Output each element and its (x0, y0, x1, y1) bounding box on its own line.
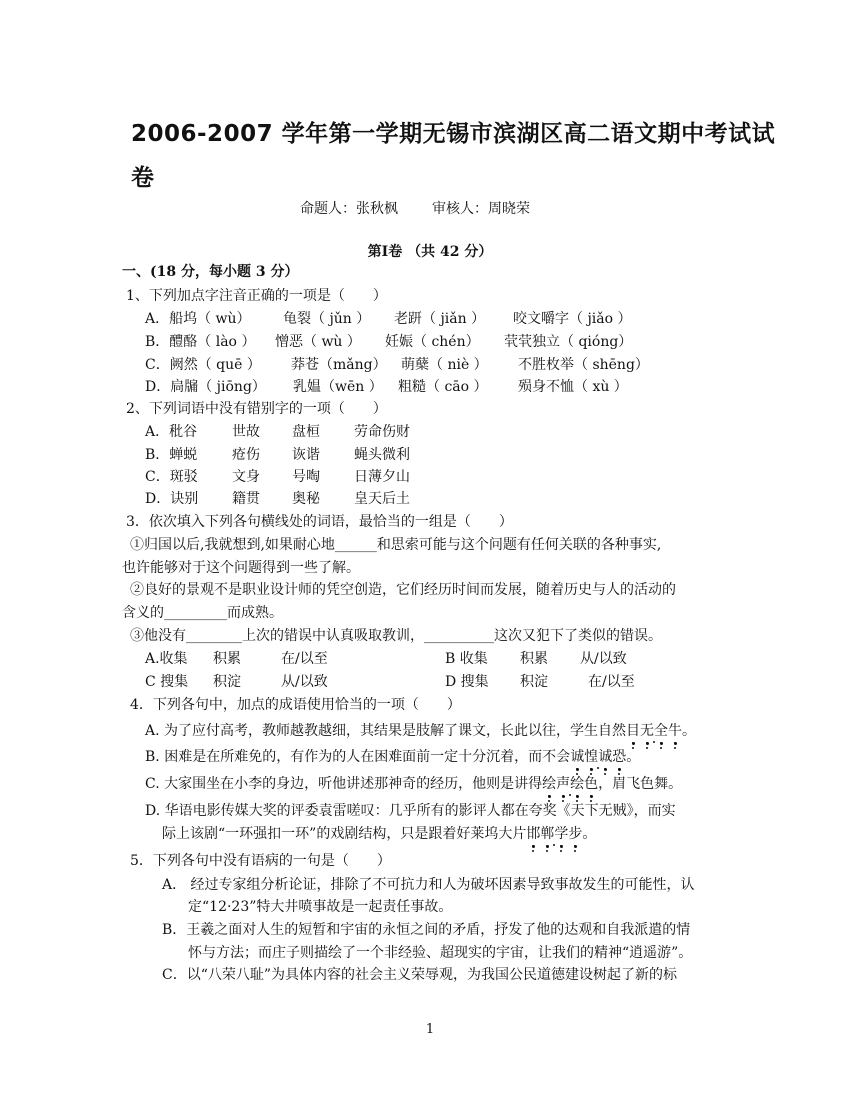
q5-stem: 5．下列各句中没有语病的一句是（ ） (130, 853, 391, 869)
q3-a-3: 在/以至 (281, 651, 328, 667)
q2-a-4: 劳命伤财 (354, 424, 410, 440)
q3-sentence2-a: ②良好的景观不是职业设计师的凭空创造，它们经历时间而发展，随着历史与人的活动的 (130, 582, 676, 598)
emphasis-dot (590, 768, 593, 771)
q2-a-2: 世故 (232, 424, 260, 440)
emphasis-dot (574, 845, 577, 848)
q2-d-4: 皇天后土 (354, 491, 410, 507)
q1-option-d (145, 378, 628, 396)
q3-sentence1-b: 也许能够对于这个问题得到一些了解。 (122, 560, 360, 576)
q2-c-4: 日薄夕山 (354, 469, 410, 485)
q4-d-text: 际上该剧“一环强扣一环”的戏剧结构，只是跟着好莱坞大片 (162, 826, 527, 842)
dotted-char: 绘 (542, 775, 556, 793)
q4-d-end: 。 (582, 826, 597, 842)
q1-b-1: B．醴酪（ lào ） (145, 334, 256, 350)
q2-a-3: 盘桓 (292, 424, 320, 440)
q1-c-1: C．阙然（ quē ） (145, 357, 261, 373)
q1-option-a (145, 310, 632, 328)
q2-d-2: 籍贯 (232, 491, 260, 507)
q3-option-c (145, 673, 328, 691)
q3-b-1: B 收集 (445, 651, 488, 667)
q2-d-1: D．诀别 (145, 491, 199, 507)
q1-b-2: 憎恶（ wù ） (275, 334, 361, 350)
emphasis-dot (576, 768, 579, 771)
q3-option-d (445, 673, 635, 691)
dotted-char: 声 (556, 775, 570, 793)
part-heading: 一、(18 分，每小题 3 分） (122, 264, 299, 280)
dotted-char: 郸 (540, 825, 554, 843)
emphasis-dot (532, 845, 535, 848)
dotted-char: 诚 (598, 748, 612, 766)
q4-b-idiom (570, 748, 626, 766)
q4-option-c (145, 775, 682, 793)
q1-c-4: 不胜枚举（ shēng） (518, 357, 649, 373)
q5-option-c-line1: C．以“八荣八耻”为具体内容的社会主义荣辱观，为我国公民道德建设树起了新的标 (162, 967, 678, 983)
q1-d-4: 殒身不恤（ xù ） (518, 379, 628, 395)
dotted-char: 惶 (584, 748, 598, 766)
q1-d-1: D．扃牖（ jiōng） (145, 379, 266, 395)
q3-option-b (445, 650, 627, 668)
q2-c-2: 文身 (232, 469, 260, 485)
q2-a-1: A．秕谷 (145, 424, 198, 440)
q4-stem: 4．下列各句中，加点的成语使用恰当的一项（ ） (130, 697, 461, 713)
q4-option-a (145, 722, 696, 740)
q3-b-3: 从/以致 (580, 651, 627, 667)
q3-a-1: A.收集 (145, 651, 188, 667)
q4-option-b (145, 748, 640, 766)
q4-d-idiom (526, 825, 582, 843)
exam-title-line2: 卷 (131, 165, 155, 191)
emphasis-dot (646, 742, 649, 745)
q1-c-2: 莽苍（mǎng） (291, 357, 387, 373)
q4-a-idiom-text (626, 723, 682, 739)
q3-a-2: 积累 (213, 651, 241, 667)
q5-option-b-line1: B．王羲之面对人生的短暂和宇宙的永恒之间的矛盾，抒发了他的达观和自我派遣的情 (162, 922, 691, 938)
q2-b-1: B．蝉蜕 (145, 447, 198, 463)
dotted-char: 邯 (526, 825, 540, 843)
q2-c-3: 号啕 (292, 469, 320, 485)
reviewer-label: 审核人：周晓荣 (432, 201, 530, 217)
page-number: 1 (425, 1022, 435, 1037)
q4-a-idiom (626, 722, 682, 740)
q2-b-3: 诙谐 (292, 447, 320, 463)
q1-d-2: 乳媪（wēn ） (293, 379, 383, 395)
dotted-char: 恐 (612, 748, 626, 766)
q3-sentence3: ③他没有________上次的错误中认真吸取教训，__________这次又犯下了类似的错误。 (130, 628, 662, 644)
emphasis-dot (576, 795, 579, 798)
q4-c-idiom-text (542, 776, 598, 792)
emphasis-dot (618, 768, 621, 771)
q4-b-text: B. 困难是在所难免的，有作为的人在困难面前一定十分沉着，而不会 (145, 749, 571, 765)
q4-c-idiom (542, 775, 598, 793)
q4-option-d-line1: D. 华语电影传媒大奖的评委袁雷嗟叹：几乎所有的影评人都在夸奖《天下无贼》，而实 (145, 803, 676, 819)
q4-c-end: ，眉飞色舞。 (598, 776, 683, 792)
setter-label: 命题人：张秋枫 (300, 201, 398, 217)
q1-c-3: 萌蘖（ niè ） (401, 357, 488, 373)
emphasis-dot (660, 742, 663, 745)
q3-option-a (145, 650, 328, 668)
q2-option-d (145, 490, 410, 508)
exam-title-line1: 2006-2007 学年第一学期无锡市滨湖区高二语文期中考试试 (131, 121, 776, 147)
q5-option-a-line1: A． 经过专家组分析论证，排除了不可抗力和人为破坏因素导致事故发生的可能性，认 (162, 877, 695, 893)
emphasis-dot (562, 795, 565, 798)
q2-c-1: C．斑驳 (145, 469, 198, 485)
q2-b-4: 蝇头微利 (354, 447, 410, 463)
dotted-char: 目 (626, 722, 640, 740)
q1-b-4: 茕茕独立（ qióng） (504, 334, 633, 350)
q4-option-d-line2 (162, 825, 596, 843)
emphasis-dot (546, 845, 549, 848)
dotted-char: 全 (654, 722, 668, 740)
emphasis-dot (674, 742, 677, 745)
q3-c-2: 积淀 (213, 674, 241, 690)
q1-b-3: 妊娠（ chén） (385, 334, 480, 350)
dotted-char: 步 (568, 825, 582, 843)
q1-stem: 1、下列加点字注音正确的一项是（ ） (126, 288, 387, 304)
dotted-char: 学 (554, 825, 568, 843)
q4-c-text: C. 大家围坐在小李的身边，听他讲述那神奇的经历，他则是讲得 (145, 776, 543, 792)
q3-d-2: 积淀 (520, 674, 548, 690)
q3-c-3: 从/以致 (281, 674, 328, 690)
q3-b-2: 积累 (520, 651, 548, 667)
q4-a-text: A. 为了应付高考，教师越教越细，其结果是肢解了课文，长此以往，学生自然 (145, 723, 627, 739)
emphasis-dot (632, 742, 635, 745)
dotted-char: 诚 (570, 748, 584, 766)
q1-a-2: 龟裂（ jǔn ） (283, 311, 371, 327)
emphasis-dot (560, 845, 563, 848)
q3-c-1: C 搜集 (145, 674, 189, 690)
q4-a-end: 。 (682, 723, 697, 739)
q1-d-3: 粗糙（ cāo ） (398, 379, 488, 395)
q3-stem: 3．依次填入下列各句横线处的词语，最恰当的一组是（ ） (126, 514, 513, 530)
q1-a-4: 咬文嚼字（ jiǎo ） (513, 311, 632, 327)
q1-a-3: 老趼（ jiǎn ） (394, 311, 486, 327)
emphasis-dot (604, 768, 607, 771)
q5-option-a-line2: 定“12·23”特大井喷事故是一起责任事故。 (188, 899, 453, 915)
authors-line (300, 198, 530, 218)
q1-option-b (145, 333, 632, 351)
q4-d-idiom-text (526, 826, 582, 842)
q3-sentence2-b: 含义的_________而成熟。 (122, 605, 283, 621)
q1-a-1: A．船坞（ wù） (145, 311, 251, 327)
q2-stem: 2、下列词语中没有错别字的一项（ ） (126, 401, 387, 417)
q2-option-c (145, 468, 410, 486)
q2-option-a (145, 423, 410, 441)
emphasis-dot (590, 795, 593, 798)
dotted-char: 无 (640, 722, 654, 740)
q2-option-b (145, 446, 410, 464)
q3-d-1: D 搜集 (445, 674, 489, 690)
q3-sentence1-a: ①归国以后,我就想到,如果耐心地______和思索可能与这个问题有任何关联的各种事实, (130, 537, 662, 553)
q1-option-c (145, 356, 649, 374)
emphasis-dot (548, 795, 551, 798)
section-heading: 第Ⅰ卷 （共 42 分） (367, 244, 493, 260)
q5-option-b-line2: 怀与方法；而庄子则描绘了一个非经验、超现实的宇宙，让我们的精神“逍遥游”。 (188, 945, 693, 961)
q3-d-3: 在/以至 (588, 674, 635, 690)
q2-b-2: 疮伤 (232, 447, 260, 463)
dotted-char: 绘 (570, 775, 584, 793)
q2-d-3: 奥秘 (292, 491, 320, 507)
dotted-char: 色 (584, 775, 598, 793)
q4-b-idiom-text (570, 749, 626, 765)
dotted-char: 牛 (668, 722, 682, 740)
q4-b-end: 。 (626, 749, 641, 765)
